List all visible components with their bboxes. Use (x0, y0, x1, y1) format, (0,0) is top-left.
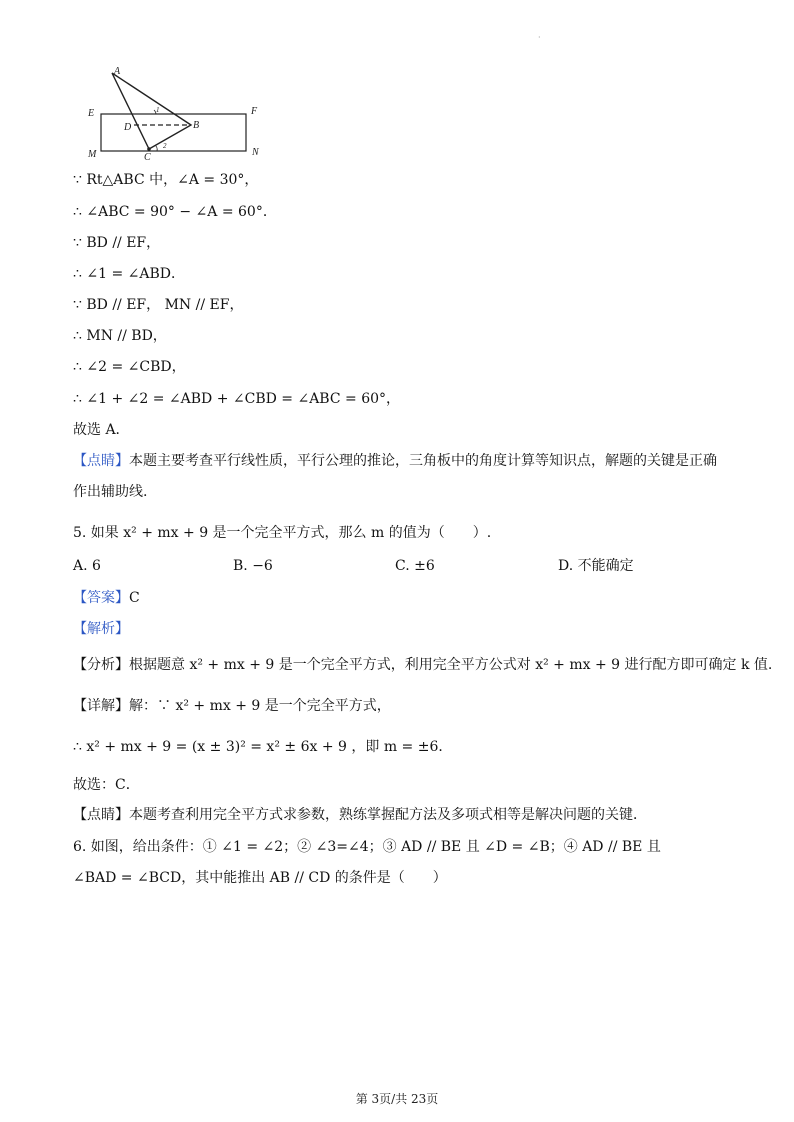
q5-answer-value: C (129, 590, 140, 606)
proof-line-1: ∵ Rt△ABC 中，∠A = 30°， (73, 172, 259, 188)
q5-choose: 故选：C． (73, 777, 140, 793)
rectangle-efnm (101, 114, 246, 151)
proof-line-7: ∴ ∠2 = ∠CBD， (73, 359, 186, 375)
q5-xiangjie (73, 697, 391, 715)
question-6-line-1: 6. 如图，给出条件：① ∠1 = ∠2；② ∠3=∠4；③ AD // BE 且 ∠D = ∠B；④ AD // BE 且 (73, 839, 661, 855)
q5-fenxi-tag: 【分析】 (73, 657, 129, 673)
point-c-dot (147, 147, 151, 151)
q5-option-c: C. ±6 (395, 558, 435, 574)
proof-line-3: ∵ BD // EF， (73, 235, 161, 251)
q5-fenxi (73, 656, 772, 674)
question-5-stem: 5. 如果 x² + mx + 9 是一个完全平方式，那么 m 的值为（ ）. (73, 525, 492, 541)
q5-dianjing-tag: 【点睛】 (73, 807, 129, 823)
triangle-abc (112, 73, 191, 149)
label-angle-2: 2 (163, 142, 167, 150)
q5-option-d: D. 不能确定 (558, 558, 634, 574)
q5-dianjing (73, 806, 647, 824)
dianjing-1-text: 本题主要考查平行线性质，平行公理的推论，三角板中的角度计算等知识点，解题的关键是正确 (129, 453, 717, 469)
q5-xiangjie-tag: 【详解】 (73, 698, 129, 714)
proof-line-6: ∴ MN // BD， (73, 328, 167, 344)
proof-line-8: ∴ ∠1 + ∠2 = ∠ABD + ∠CBD = ∠ABC = 60°， (73, 391, 401, 407)
label-b: B (193, 120, 200, 131)
q5-xiangjie-text: 解：∵ x² + mx + 9 是一个完全平方式， (129, 698, 391, 714)
label-e: E (88, 108, 95, 119)
label-f: F (251, 106, 258, 117)
dianjing-1-tag: 【点睛】 (73, 453, 129, 469)
q5-option-b: B. −6 (233, 558, 273, 574)
label-n: N (252, 147, 259, 158)
q5-fenxi-text: 根据题意 x² + mx + 9 是一个完全平方式，利用完全平方公式对 x² + mx + 9 进行配方即可确定 k 值. (129, 657, 773, 673)
proof-line-5: ∵ BD // EF， MN // EF， (73, 297, 244, 313)
page-footer: 第 3页/共 23页 (355, 1092, 439, 1106)
label-angle-1: 1 (156, 106, 160, 114)
question-6-line-2: ∠BAD = ∠BCD，其中能推出 AB // CD 的条件是（ ） (73, 870, 447, 886)
q5-derivation: ∴ x² + mx + 9 = (x ± 3)² = x² ± 6x + 9 ，即 m = ±6． (73, 739, 453, 755)
label-m: M (88, 149, 97, 160)
proof-line-4: ∴ ∠1 = ∠ABD． (73, 266, 185, 282)
proof-line-2: ∴ ∠ABC = 90° − ∠A = 60°． (73, 204, 277, 220)
label-d: D (124, 122, 132, 133)
proof-conclusion: 故选 A． (73, 422, 130, 438)
q5-option-a: A. 6 (73, 558, 101, 574)
q5-dianjing-text: 本题考查利用完全平方式求参数，熟练掌握配方法及多项式相等是解决问题的关键． (129, 807, 647, 823)
geometry-figure (86, 64, 276, 164)
q5-answer (73, 589, 140, 607)
label-a: A (114, 66, 121, 77)
dianjing-1-cont: 作出辅助线. (73, 484, 148, 500)
q5-jiexi-tag: 【解析】 (73, 621, 129, 637)
q5-answer-tag: 【答案】 (73, 590, 129, 606)
page-mark: · (538, 33, 541, 42)
dianjing-1 (73, 452, 717, 470)
label-c: C (144, 152, 151, 163)
